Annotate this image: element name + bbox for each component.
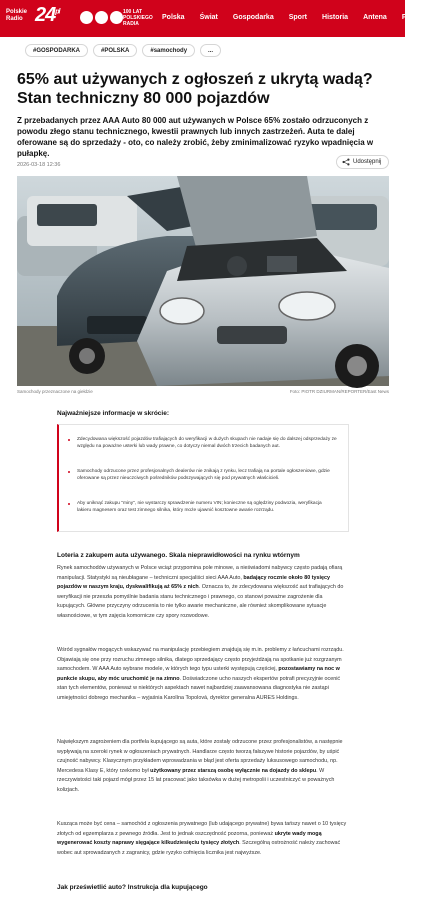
article-paragraph — [57, 564, 349, 622]
nav-item-podcasty[interactable]: Podcasty — [401, 14, 433, 21]
summary-box — [57, 424, 349, 532]
paragraph-text: Rynek samochodów używanych w Polsce wciąż przypomina pole minowe, a nieświadomi nabywcy często padają ofiarą manipulacji. Statystyki są nieubłagane – techniczni specjaliści sieci AAA Auto, — [57, 565, 343, 581]
article-paragraph — [57, 820, 349, 858]
section-heading: Loteria z zakupem auta używanego. Skala nieprawidłowości na rynku wtórnym — [57, 552, 300, 559]
anniversary-text — [123, 9, 153, 27]
circle-icon — [80, 11, 93, 24]
paragraph-text: Największym zagrożeniem dla portfela kupującego są auta, które zostały odrzucone przez profesjonalistów, a następnie wypływają na szeroki rynek w ogłoszeniach prywatnych. Handlarze często tworzą fałszywe historie pojazdów, by uśpić czujność nabywcy. Klasycznym przykładem wprowadzania w błąd jest oferta sprzedaży luksusowego samochodu, np. Mercedesa Klasy E, który rzekomo był — [57, 739, 343, 774]
paragraph-text: Wśród sygnałów mogących wskazywać na manipulację przebiegiem znajdują się m.in. problemy z łańcuchami rozrządu. Objawiają się one przy rozruchu zimnego silnika, dlatego sprzedający często przyjeżdżają na spotkanie już rozgrzanym samochodem. W AAA Auto wybrane modele, w których tego typu usterki występują częściej, — [57, 647, 344, 673]
nav-item-antena[interactable]: Antena — [363, 14, 387, 21]
anniversary-line-1: 100 LAT — [123, 9, 143, 15]
circle-icon — [110, 11, 123, 24]
tag-list — [25, 44, 221, 57]
paragraph-bold-text: pozostawiamy na noc w punkcie skupu, aby móc uruchomić je na zimno — [57, 666, 340, 682]
paragraph-text: Kusząca może być cena – samochód z ogłoszenia prywatnego (lub udającego prywatne) bywa tańszy nawet o 10 tysięcy złotych od egzemplarza z pewnego źródła. Jest to jednak oszczędność pozorna, ponieważ — [57, 821, 347, 837]
paragraph-bold-text: badający rocznie około 80 tysięcy pojazdów w naszym kraju, dyskwalifikują aż 65% z nich — [57, 574, 330, 591]
circle-icon — [95, 11, 108, 24]
article-date: 2026-03-18 12:36 — [17, 162, 61, 168]
cars-with-open-hoods-image — [17, 176, 389, 386]
logo-number — [35, 4, 59, 27]
logo-line-2: Radio — [6, 15, 23, 22]
anniversary-line-2: POLSKIEGO — [123, 15, 153, 21]
share-button[interactable] — [336, 155, 389, 169]
tag-gospodarka[interactable]: #GOSPODARKA — [25, 44, 88, 57]
article-paragraph — [57, 738, 349, 796]
logo-number-text: 24 — [35, 4, 56, 26]
nav-item-polska[interactable]: Polska — [162, 14, 185, 21]
share-label: Udostępnij — [353, 158, 382, 165]
tag-samochody[interactable]: #samochody — [142, 44, 195, 57]
section-heading: Jak prześwietlić auto? Instrukcja dla kupującego — [57, 884, 208, 891]
paragraph-text: . Doświadczone ucho naszych ekspertów potrafi precyzyjnie ocenić stan tych elementów, ponieważ w niektórych aspektach nawet najbardziej zaawansowana diagnostyka nie zastąpi umiejętności dobrego mechanika – wyjaśnia Karolína Topolová, dyrektor generalna AURES Holdings. — [57, 675, 341, 701]
logo-wordmark — [6, 9, 34, 23]
logo-suffix: pl — [55, 8, 60, 16]
tag-more-button[interactable]: ... — [200, 44, 221, 57]
paragraph-text: . Oznacza to, że zdecydowana większość aut trafiających do weryfikacji nie przeszła pomyślnie badania stanu technicznego i prawnego, co stanowi poważne zagrożenie dla kupujących. Główne przyczyny odrzucenia to nie tylko awarie mechaniczne, ale również skomplikowane sytuacje własnościowe, w tym zajęcia komornicze czy spory rozwodowe. — [57, 584, 344, 619]
logo-line-1: Polskie — [6, 8, 28, 15]
summary-item: Aby uniknąć zakupu "miny", nie wystarczy sprawdzenie numeru VIN; konieczne są oględziny podwozia, weryfikacja lakieru magnesem oraz test zimnego silnika, który może ujawnić kosztowne awarie rozrządu. — [77, 501, 337, 514]
photo-credit: Foto: PIOTR DZIURMAN/REPORTER/East News — [289, 389, 389, 394]
nav-item-swiat[interactable]: Świat — [199, 14, 218, 21]
top-navigation-bar — [0, 0, 433, 37]
nav-item-historia[interactable]: Historia — [322, 14, 349, 21]
nav-item-sport[interactable]: Sport — [288, 14, 308, 21]
share-icon — [342, 158, 350, 166]
summary-title: Najważniejsze informacje w skrócie: — [57, 410, 169, 417]
summary-item: Samochody odrzucone przez profesjonalnych dealerów nie znikają z rynku, lecz trafiają na portale ogłoszeniowe, gdzie oferowane są przez nieuczciwych pośredników podszywających się pod prywatnych właścicieli. — [77, 469, 337, 482]
polskie-radio-24-logo[interactable] — [6, 4, 59, 27]
polskie-radio-circles-logo[interactable] — [80, 11, 123, 24]
summary-item: Zdecydowana większość pojazdów trafiających do weryfikacji w dużych skupach nie nadaje się do dalszej odsprzedaży ze względu na poważne usterki lub wady prawne, co dotyczy niemal dwóch trzecich badanych aut. — [77, 437, 337, 449]
paragraph-text: . W rzeczywistości taki pojazd mógł przez 15 lat pracować jako taksówka w dużej metropolii i uczestniczyć w poważnych kolizjach. — [57, 767, 335, 793]
nav-item-gospodarka[interactable]: Gospodarka — [232, 14, 274, 21]
anniversary-line-3: RADIA — [123, 21, 139, 27]
main-navigation — [162, 14, 448, 21]
photo-caption: Samochody przeznaczone na giełdzie — [17, 389, 93, 394]
article-paragraph — [57, 646, 349, 704]
article-photo — [17, 176, 389, 386]
paragraph-text: . Szczególną ostrożność należy zachować wobec aut sprowadzanych z zagranicy, gdzie ryzyko cofnięcia licznika jest najwyższe. — [57, 840, 341, 856]
article-title: 65% aut używanych z ogłoszeń z ukrytą wadą? Stan techniczny 80 000 pojazdów — [17, 71, 373, 107]
tag-polska[interactable]: #POLSKA — [93, 44, 137, 57]
paragraph-bold-text: użytkowany przez starszą osobę wyłącznie na dojazdy do sklepu — [150, 767, 317, 774]
article-lead: Z przebadanych przez AAA Auto 80 000 aut używanych w Polsce 65% zostało odrzuconych z powodu złego stanu technicznego, kwestii prawnych lub innych zastrzeżeń. Auta te dalej oferowane są do sprzedaży - oto, co należy zrobić, żeby zminimalizować ryzyko wpadnięcia w pułapkę. — [17, 116, 374, 158]
paragraph-bold-text: ukryte wady mogą wygenerować koszty naprawy sięgające kilkudziesięciu tysięcy złotych — [57, 830, 322, 847]
